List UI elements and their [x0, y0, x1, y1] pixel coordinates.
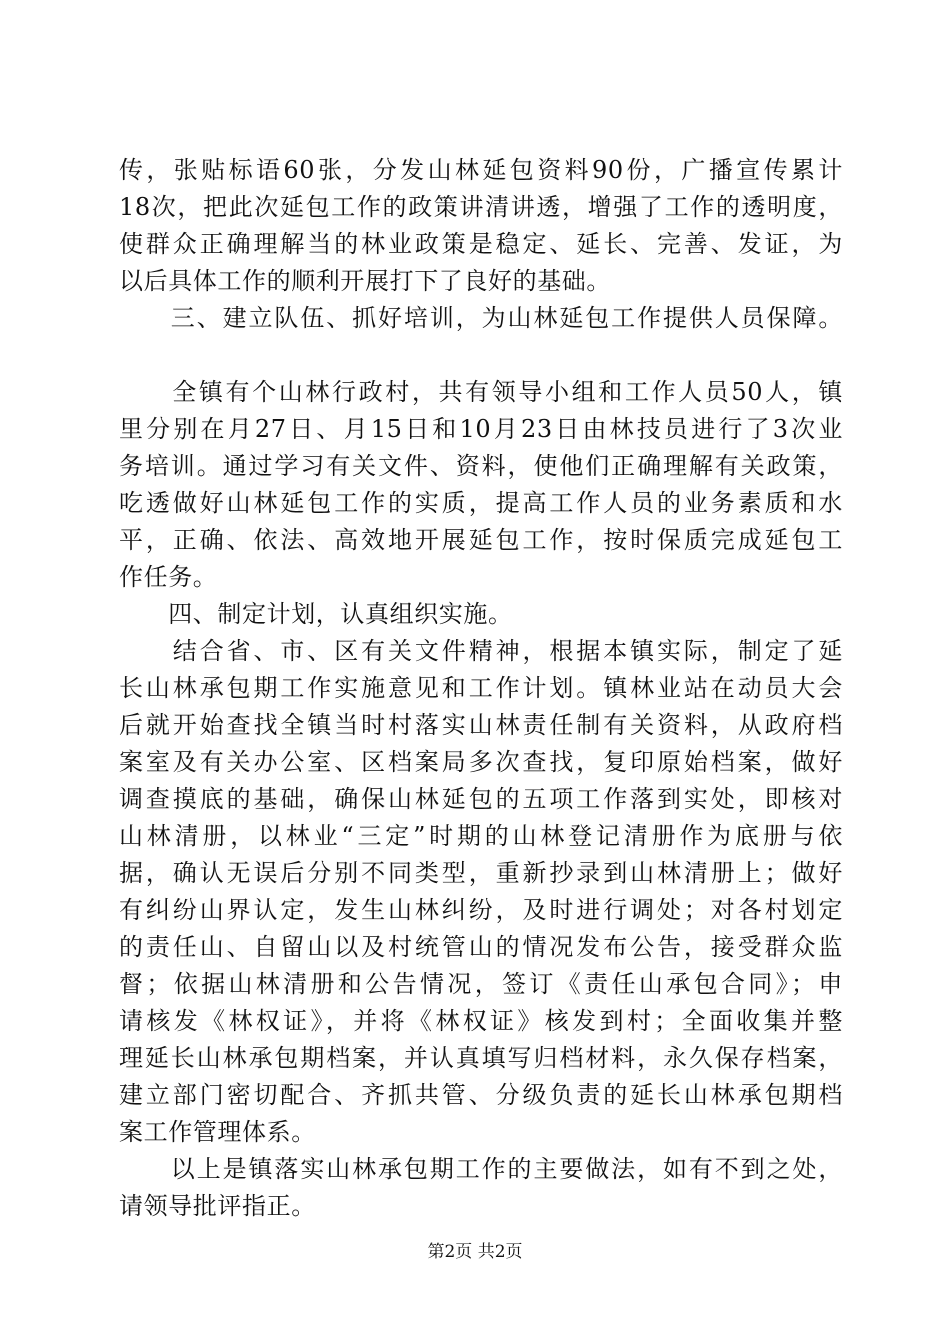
text-line: 传，张贴标语60张，分发山林延包资料90份，广播宣传累计 [119, 156, 843, 184]
page-number-footer: 第2页 共2页 [427, 1242, 523, 1262]
blank-line [119, 337, 843, 374]
text-line: 调查摸底的基础，确保山林延包的五项工作落到实处，即核对 [119, 785, 843, 813]
text-line: 务培训。通过学习有关文件、资料，使他们正确理解有关政策， [119, 452, 843, 480]
text-line: 据，确认无误后分别不同类型，重新抄录到山林清册上；做好 [119, 859, 843, 887]
text-line: 全镇有个山林行政村，共有领导小组和工作人员50人，镇 [119, 378, 843, 406]
text-line: 的责任山、自留山以及村统管山的情况发布公告，接受群众监 [119, 933, 843, 961]
text-line: 请领导批评指正。 [119, 1192, 316, 1220]
text-line: 作任务。 [119, 563, 218, 591]
text-line: 以后具体工作的顺利开展打下了良好的基础。 [119, 267, 611, 295]
text-line: 督；依据山林清册和公告情况，签订《责任山承包合同》；申 [119, 970, 843, 998]
section-heading: 四、制定计划，认真组织实施。 [119, 600, 513, 628]
text-line: 理延长山林承包期档案，并认真填写归档材料，永久保存档案， [119, 1044, 843, 1072]
text-line: 有纠纷山界认定，发生山林纠纷，及时进行调处；对各村划定 [119, 896, 843, 924]
text-line: 使群众正确理解当的林业政策是稳定、延长、完善、发证，为 [119, 230, 843, 258]
document-body [119, 152, 843, 1225]
text-line: 吃透做好山林延包工作的实质，提高工作人员的业务素质和水 [119, 489, 843, 517]
text-line: 建立部门密切配合、齐抓共管、分级负责的延长山林承包期档 [119, 1081, 843, 1109]
text-line: 山林清册，以林业“三定”时期的山林登记清册作为底册与依 [119, 822, 843, 850]
section-heading: 三、建立队伍、抓好培训，为山林延包工作提供人员保障。 [119, 304, 843, 332]
text-line: 以上是镇落实山林承包期工作的主要做法，如有不到之处， [119, 1155, 843, 1183]
text-line: 长山林承包期工作实施意见和工作计划。镇林业站在动员大会 [119, 674, 843, 702]
text-line: 案室及有关办公室、区档案局多次查找，复印原始档案，做好 [119, 748, 843, 776]
text-line: 平，正确、依法、高效地开展延包工作，按时保质完成延包工 [119, 526, 843, 554]
text-line: 结合省、市、区有关文件精神，根据本镇实际，制定了延 [119, 637, 843, 665]
text-line: 请核发《林权证》，并将《林权证》核发到村；全面收集并整 [119, 1007, 843, 1035]
text-line: 里分别在月27日、月15日和10月23日由林技员进行了3次业 [119, 415, 843, 443]
text-line: 后就开始查找全镇当时村落实山林责任制有关资料，从政府档 [119, 711, 843, 739]
text-line: 案工作管理体系。 [119, 1118, 316, 1146]
text-line: 18次，把此次延包工作的政策讲清讲透，增强了工作的透明度， [119, 193, 843, 221]
